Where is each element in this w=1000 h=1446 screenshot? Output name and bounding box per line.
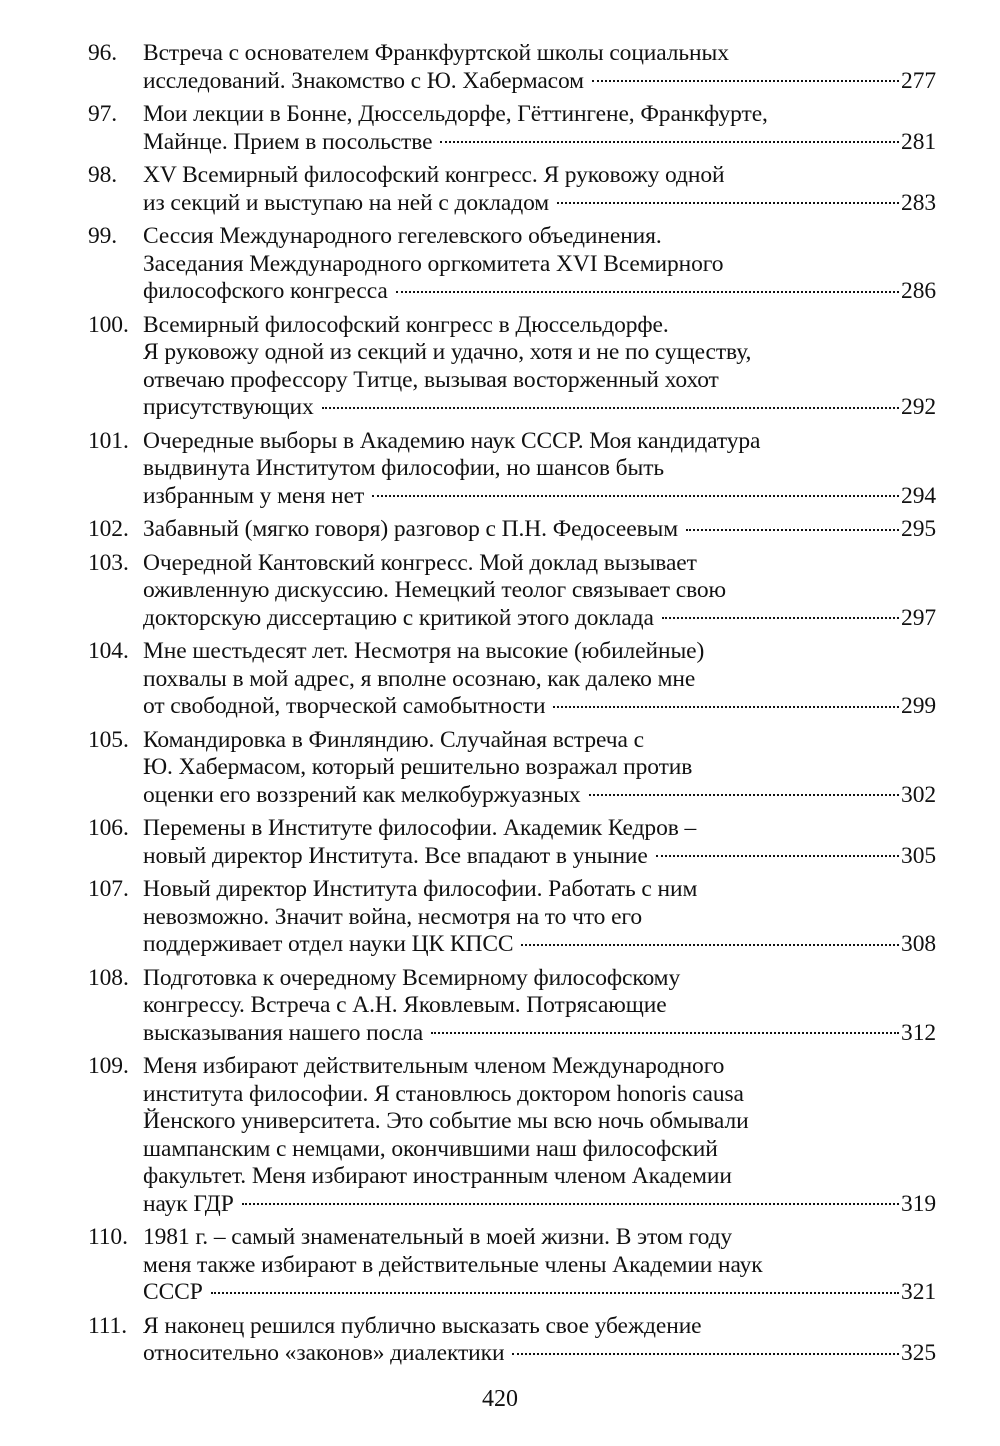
entry-title-line: Мои лекции в Бонне, Дюссельдорфе, Гёттингене, Франкфурте, xyxy=(143,101,768,127)
entry-title-line: Я наконец решился публично высказать свое убеждение xyxy=(143,1312,702,1339)
entry-title-line: от свободной, творческой самобытности xyxy=(143,693,546,719)
entry-title-line: новый директор Института. Все впадают в уныние xyxy=(143,842,648,869)
entry-title-line: Новый директор Института философии. Работать с ним xyxy=(143,876,698,902)
dot-leader xyxy=(440,141,899,143)
dot-leader xyxy=(589,794,900,796)
entry-title-line: меня также избирают в действительные члены Академии наук xyxy=(143,1251,763,1278)
entry-title-line: Забавный (мягко говоря) разговор с П.Н. Федосеевым xyxy=(143,516,679,542)
entry-title-line: Командировка в Финляндию. Случайная встреча с xyxy=(143,726,644,753)
entry-title-line: СССР xyxy=(143,1279,203,1305)
entry-text xyxy=(143,638,936,721)
entry-page-number: 295 xyxy=(901,516,936,542)
entry-last-line xyxy=(143,68,936,96)
entry-title-line: оценки его воззрений как мелкобуржуазных xyxy=(143,781,581,808)
entry-last-line xyxy=(143,693,936,721)
entry-page-number: 286 xyxy=(901,278,936,304)
entry-last-line xyxy=(143,129,936,157)
entry-title-line: 1981 г. – самый знаменательный в моей жизни. В этом году xyxy=(143,1224,733,1250)
toc-entry xyxy=(88,428,936,511)
entry-number: 103. xyxy=(88,549,129,576)
dot-leader xyxy=(662,617,899,619)
dot-leader xyxy=(322,407,899,409)
entry-title-line: Мне шестьдесят лет. Несмотря на высокие (юбилейные) xyxy=(143,638,705,664)
entry-text xyxy=(143,1224,936,1307)
entry-title-line: оживленную дискуссию. Немецкий теолог связывает свою xyxy=(143,577,727,603)
entry-title-line: Всемирный философский конгресс в Дюссельдорфе. xyxy=(143,311,669,338)
entry-last-line xyxy=(143,843,936,871)
entry-page-number: 277 xyxy=(901,67,936,94)
entry-number: 102. xyxy=(88,516,129,542)
entry-text xyxy=(143,815,936,870)
entry-title-line: Очередные выборы в Академию наук СССР. Моя кандидатура xyxy=(143,427,761,454)
entry-title-line: выдвинута Институтом философии, но шансов быть xyxy=(143,455,665,481)
entry-last-line xyxy=(143,1279,936,1307)
entry-number: 105. xyxy=(88,726,129,753)
entry-number: 104. xyxy=(88,638,129,664)
dot-leader xyxy=(211,1292,899,1294)
entry-page-number: 319 xyxy=(901,1190,936,1217)
entry-title-line: исследований. Знакомство с Ю. Хабермасом xyxy=(143,67,584,94)
entry-last-line xyxy=(143,1020,936,1048)
entry-page-number: 305 xyxy=(901,842,936,869)
entry-page-number: 302 xyxy=(901,781,936,808)
toc-entry xyxy=(88,876,936,959)
entry-number: 110. xyxy=(88,1224,128,1250)
toc-entry xyxy=(88,1053,936,1218)
entry-last-line xyxy=(143,1191,936,1219)
toc-entry xyxy=(88,223,936,306)
toc-entry xyxy=(88,727,936,810)
entry-page-number: 297 xyxy=(901,604,936,631)
toc-entry xyxy=(88,1313,936,1368)
entry-last-line xyxy=(143,1340,936,1368)
entry-title-line: относительно «законов» диалектики xyxy=(143,1340,505,1366)
entry-title-line: Встреча с основателем Франкфуртской школы социальных xyxy=(143,40,729,66)
dot-leader xyxy=(521,944,899,946)
entry-text xyxy=(143,40,936,95)
entry-title-line: Майнце. Прием в посольстве xyxy=(143,128,433,155)
entry-title-line: Я руковожу одной из секций и удачно, хотя и не по существу, xyxy=(143,339,752,365)
entry-title-line: Перемены в Институте философии. Академик Кедров – xyxy=(143,815,697,841)
entry-last-line xyxy=(143,782,936,810)
entry-last-line xyxy=(143,190,936,218)
toc-entry xyxy=(88,101,936,156)
entry-number: 101. xyxy=(88,427,129,454)
entry-page-number: 299 xyxy=(901,693,936,719)
entry-title-line: наук ГДР xyxy=(143,1190,234,1217)
entry-last-line xyxy=(143,483,936,511)
toc-entry xyxy=(88,638,936,721)
entry-title-line: XV Всемирный философский конгресс. Я руковожу одной xyxy=(143,162,725,188)
entry-number: 111. xyxy=(88,1312,127,1339)
entry-page-number: 321 xyxy=(901,1279,936,1305)
entry-number: 100. xyxy=(88,311,129,338)
entry-number: 99. xyxy=(88,223,118,249)
dot-leader xyxy=(396,291,899,293)
entry-page-number: 312 xyxy=(901,1019,936,1046)
entry-text xyxy=(143,1313,936,1368)
toc-entry xyxy=(88,162,936,217)
entry-title-line: Подготовка к очередному Всемирному философскому xyxy=(143,964,681,991)
entry-title-line: факультет. Меня избирают иностранным членом Академии xyxy=(143,1163,732,1189)
toc-entry xyxy=(88,550,936,633)
entry-last-line xyxy=(143,931,936,959)
entry-text xyxy=(143,876,936,959)
entry-title-line: поддерживает отдел науки ЦК КПСС xyxy=(143,931,514,957)
entry-page-number: 294 xyxy=(901,482,936,509)
dot-leader xyxy=(686,529,899,531)
page-number: 420 xyxy=(482,1386,518,1412)
entry-title-line: присутствующих xyxy=(143,394,314,420)
toc-entry xyxy=(88,965,936,1048)
entry-title-line: института философии. Я становлюсь доктором honoris causa xyxy=(143,1080,744,1107)
entry-number: 97. xyxy=(88,101,118,127)
toc-entry xyxy=(88,516,936,544)
entry-text xyxy=(143,550,936,633)
entry-text xyxy=(143,223,936,306)
toc-entry xyxy=(88,40,936,95)
entry-page-number: 283 xyxy=(901,189,936,216)
entry-number: 106. xyxy=(88,815,129,841)
entry-text xyxy=(143,162,936,217)
dot-leader xyxy=(242,1203,899,1205)
entry-number: 108. xyxy=(88,964,129,991)
entry-title-line: докторскую диссертацию с критикой этого доклада xyxy=(143,604,654,631)
entry-text xyxy=(143,1053,936,1218)
dot-leader xyxy=(592,80,899,82)
entry-title-line: конгрессу. Встреча с А.Н. Яковлевым. Потрясающие xyxy=(143,992,667,1018)
entry-title-line: Ю. Хабермасом, который решительно возражал против xyxy=(143,754,693,780)
entry-page-number: 325 xyxy=(901,1340,936,1366)
entry-page-number: 308 xyxy=(901,931,936,957)
entry-text xyxy=(143,965,936,1048)
entry-last-line xyxy=(143,394,936,422)
entry-title-line: отвечаю профессору Титце, вызывая восторженный хохот xyxy=(143,366,719,393)
entry-last-line xyxy=(143,516,936,544)
entry-number: 107. xyxy=(88,876,129,902)
entry-number: 98. xyxy=(88,162,118,188)
entry-title-line: высказывания нашего посла xyxy=(143,1019,424,1046)
dot-leader xyxy=(656,855,899,857)
entry-title-line: Сессия Международного гегелевского объединения. xyxy=(143,223,662,249)
entry-title-line: шампанским с немцами, окончившими наш философский xyxy=(143,1135,718,1162)
entry-title-line: Йенского университета. Это событие мы всю ночь обмывали xyxy=(143,1108,749,1134)
entry-text xyxy=(143,428,936,511)
entry-title-line: Меня избирают действительным членом Международного xyxy=(143,1053,725,1079)
entry-number: 109. xyxy=(88,1053,129,1079)
entry-page-number: 281 xyxy=(901,128,936,155)
entry-text xyxy=(143,312,936,422)
dot-leader xyxy=(512,1353,899,1355)
entry-number: 96. xyxy=(88,40,118,66)
entry-title-line: из секций и выступаю на ней с докладом xyxy=(143,189,550,216)
entry-text xyxy=(143,101,936,156)
toc-entry xyxy=(88,815,936,870)
entry-text xyxy=(143,516,936,544)
dot-leader xyxy=(553,706,899,708)
entry-title-line: невозможно. Значит война, несмотря на то что его xyxy=(143,903,643,930)
toc-entry xyxy=(88,312,936,422)
entry-text xyxy=(143,727,936,810)
entry-title-line: философского конгресса xyxy=(143,278,388,304)
entry-title-line: Очередной Кантовский конгресс. Мой доклад вызывает xyxy=(143,549,697,576)
dot-leader xyxy=(372,495,899,497)
toc-entry xyxy=(88,1224,936,1307)
dot-leader xyxy=(557,202,899,204)
entry-page-number: 292 xyxy=(901,394,936,420)
entry-title-line: похвалы в мой адрес, я вполне осознаю, как далеко мне xyxy=(143,665,696,692)
dot-leader xyxy=(431,1032,899,1034)
entry-last-line xyxy=(143,278,936,306)
entry-title-line: Заседания Международного оргкомитета XVI Всемирного xyxy=(143,250,724,277)
table-of-contents xyxy=(88,40,936,1374)
entry-title-line: избранным у меня нет xyxy=(143,482,365,509)
entry-last-line xyxy=(143,605,936,633)
